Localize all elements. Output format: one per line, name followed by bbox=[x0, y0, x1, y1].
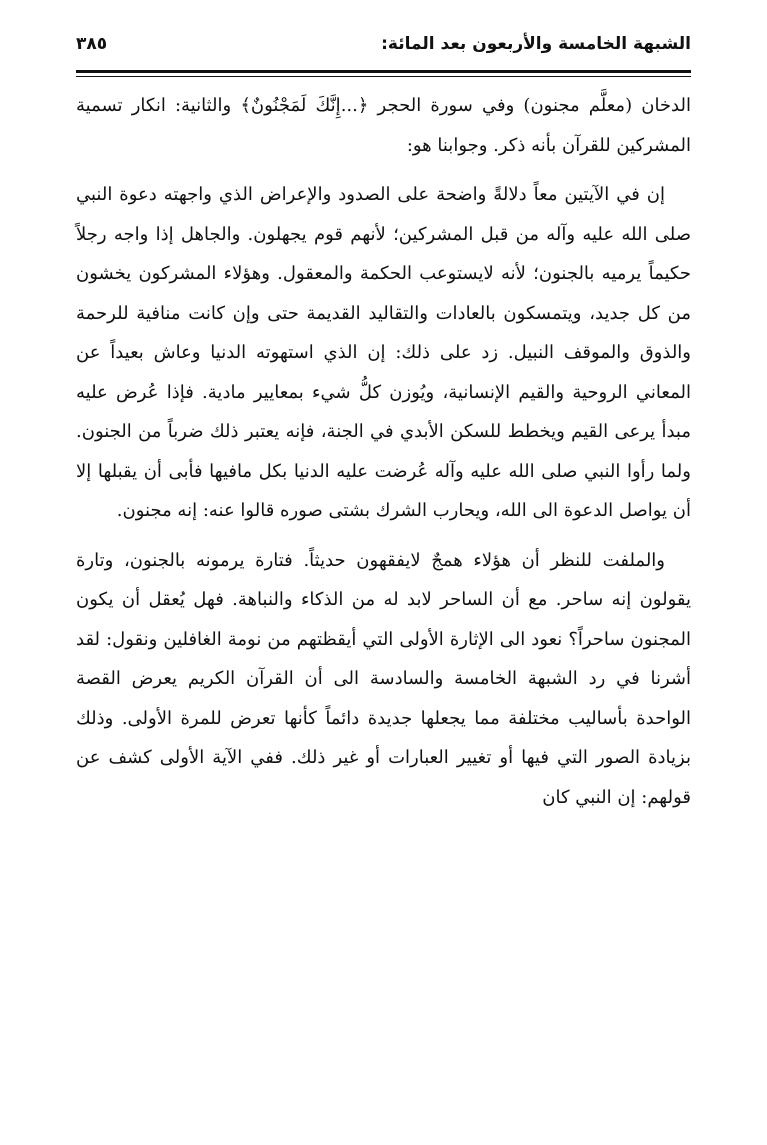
paragraph-2: إن في الآيتين معاً دلالةً واضحة على الصدود والإعراض الذي واجهته دعوة النبي صلى الله عليه وآله من قبل المشركين؛ لأنهم قوم يجهلون. والجاهل إذا واجه رجلاً حكيماً يرميه بالجنون؛ لأنه لايستوعب الحكمة والمعقول. وهؤلاء المشركون يخشون من كل جديد، ويتمسكون بالعادات والتقاليد القديمة حتى وإن كانت منافية للرحمة والذوق والموقف النبيل. زد على ذلك: إن الذي استهوته الدنيا وعاش بعيداً عن المعاني الروحية والقيم الإنسانية، ويُوزن كلُّ شيء بمعايير مادية. فإذا عُرض عليه مبدأ يرعى القيم ويخطط للسكن الأبدي في الجنة، فإنه يعتبر ذلك ضرباً من الجنون. ولما رأوا النبي صلى الله عليه وآله عُرضت عليه الدنيا بكل مافيها فأبى أن يقبلها إلا أن يواصل الدعوة الى الله، ويحارب الشرك بشتى صوره قالوا عنه: إنه مجنون. bbox=[76, 184, 691, 521]
header-rule-thick bbox=[76, 70, 691, 73]
header-rule-thin bbox=[76, 76, 691, 77]
paragraph-1: الدخان (معلَّم مجنون) وفي سورة الحجر ﴿...إِنَّكَ لَمَجْنُونٌ﴾ والثانية: انكار تسمية المشركين للقرآن بأنه ذكر. وجوابنا هو: bbox=[76, 95, 691, 156]
paragraph-3: والملفت للنظر أن هؤلاء همجٌ لايفقهون حديثاً. فتارة يرمونه بالجنون، وتارة يقولون إنه ساحر. مع أن الساحر لابد له من الذكاء والنباهة. فهل يُعقل أن يكون المجنون ساحراً؟ نعود الى الإثارة الأولى التي أيقظتهم من نومة الغافلين ونقول: لقد أشرنا في رد الشبهة الخامسة والسادسة الى أن القرآن الكريم يعرض القصة الواحدة بأساليب مختلفة مما يجعلها جديدة دائماً كأنها تعرض للمرة الأولى. وذلك بزيادة الصور التي فيها أو تغيير العبارات أو غير ذلك. ففي الآية الأولى كشف عن قولهم: إن النبي كان bbox=[76, 549, 691, 808]
page-header bbox=[76, 30, 691, 64]
body-text bbox=[76, 86, 691, 817]
page-number: ٣٨٥ bbox=[76, 34, 108, 54]
running-title: الشبهة الخامسة والأربعون بعد المائة: bbox=[381, 34, 691, 54]
